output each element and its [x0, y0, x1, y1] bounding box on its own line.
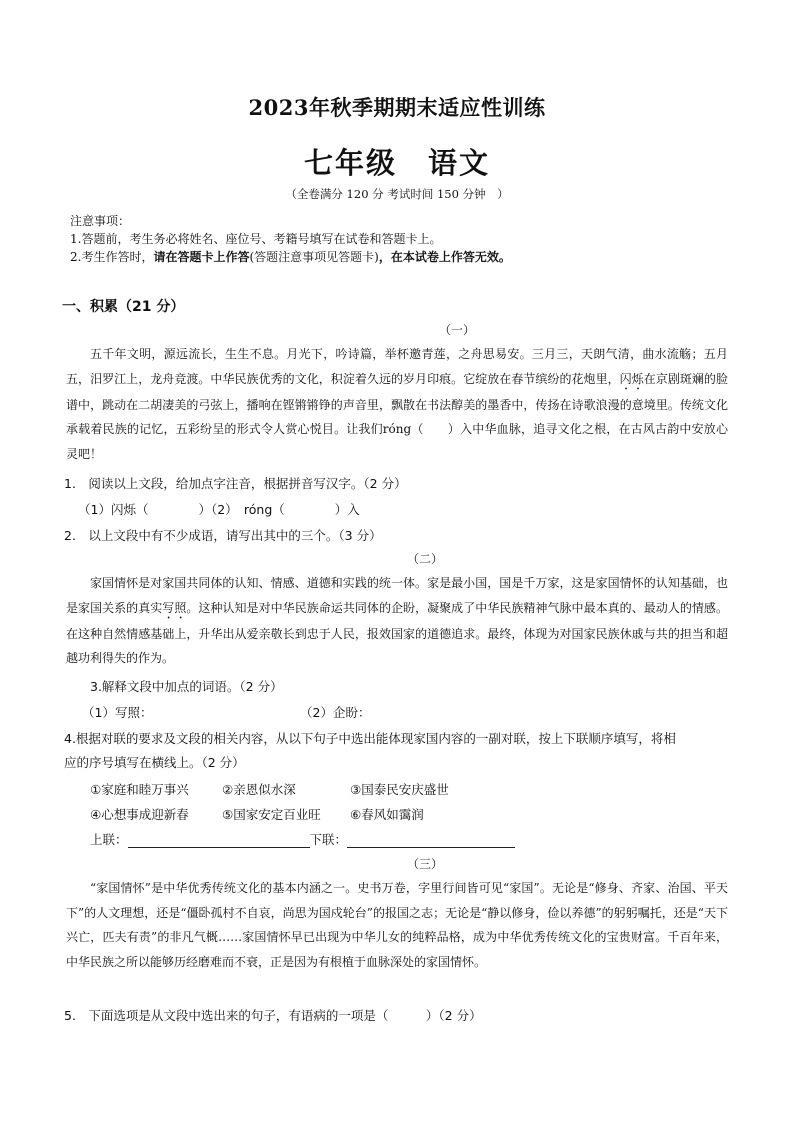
question-4-line-2: 应的序号填写在横线上。（2 分）: [64, 755, 245, 770]
part-1-mark: （一）: [438, 323, 475, 337]
passage-2-b: 。这种认知是对中华民族命运共同体的企盼，凝聚成了中华民族精神气脉中最本真的、最动人的情感。在这种自然情感基础上，升华出从爱亲敬长到忠于人民，报效国家的道德追求。最终，体现为对国家民族休戚与共的担当和超越功利得失的作为。: [66, 600, 728, 665]
question-1-sub: （1）闪烁（ ）（2） róng（ ）入: [78, 502, 360, 517]
part-2-mark: （二）: [406, 552, 443, 566]
passage-3: “家国情怀”是中华优秀传统文化的基本内涵之一。史书万卷，字里行间皆可见“家国”。无论是“修身、齐家、治国、平天下”的人文理想，还是“僵卧孤村不自哀，尚思为国戍轮台”的报国之志；无论是“静以修身，俭以养德”的躬躬嘱托，还是“天下兴亡，匹夫有责”的非凡气概……家国情怀早已出现为中华儿女的纯粹品格，成为中华优秀传统文化的宝贵财富。千百年来，中华民族之所以能够历经磨难而不衰，正是因为有根植于血脉深处的家国情怀。: [66, 881, 728, 969]
question-4-line-1: 4.根据对联的要求及文段的相关内容，从以下句子中选出能体现家国内容的一副对联，按上下联顺序填写，将相: [64, 731, 676, 746]
exam-info: （全卷满分 120 分 考试时间 150 分钟 ）: [285, 187, 509, 201]
upper-couplet-blank[interactable]: [128, 833, 310, 848]
option-2: ②亲恩似水深: [222, 782, 296, 797]
part-3-mark: （三）: [406, 857, 443, 871]
question-3-sub-1: （1）写照：: [82, 705, 153, 720]
notice-item-1: 1.答题前，考生务必将姓名、座位号、考籍号填写在试卷和答题卡上。: [70, 232, 442, 246]
subject-title: 七年级 语文: [303, 146, 490, 180]
question-1: 1. 阅读以上文段，给加点字注音，根据拼音写汉字。（2 分）: [64, 476, 407, 491]
question-3: 3.解释文段中加点的词语。（2 分）: [90, 679, 283, 694]
passage-1-dotted: 闪烁: [619, 371, 644, 386]
option-6: ⑥春风如霭润: [350, 807, 424, 822]
notice-item-2-c: (答题注意事项见答题卡): [249, 250, 379, 264]
section-1-title: 一、积累（21 分）: [62, 299, 185, 315]
question-3-sub-2: （2）企盼：: [300, 705, 371, 720]
notice-item-2-bold-end: ，在本试卷上作答无效。: [378, 250, 511, 264]
passage-1-a: 五千年文明，源远流长，生生不息。月光下，吟诗篇，举杯邀青莲，之舟思易安。三月三，天朗气清，曲水流觞；五月五，汨罗江上，龙舟竞渡。中华民族优秀的文化，积淀着久远的岁月印痕。它绽放在春节缤纷的花炮里，: [66, 347, 728, 386]
option-1: ①家庭和睦万事兴: [90, 782, 189, 797]
notice-item-2-a: 2.考生作答时，: [70, 250, 154, 264]
passage-1-b: 在京剧斑斓的脸谱中，跳动在二胡凄美的弓弦上，播响在铿锵锵铮的声音里，飘散在书法醇美的墨香中，传扬在诗歌浪漫的意境里。传统文化承载着民族的记忆，五彩纷呈的形式令人赏心悦目。让我们róng（ ）入中华血脉，追寻文化之根，在古风古韵中安放心灵吧！: [66, 371, 728, 461]
exam-title: 2023年秋季期期末适应性训练: [248, 95, 546, 120]
notice-item-2: [70, 248, 511, 266]
passage-2: [66, 571, 728, 671]
question-5: 5. 下面选项是从文段中选出来的句子，有语病的一项是（ ）（2 分）: [64, 1008, 482, 1023]
lower-couplet-label: 下联：: [309, 832, 348, 847]
notice-heading: 注意事项：: [70, 214, 131, 228]
option-3: ③国泰民安庆盛世: [350, 782, 449, 797]
option-4: ④心想事成迎新春: [90, 807, 189, 822]
passage-1: [66, 342, 728, 466]
passage-2-dotted: 写照: [162, 600, 187, 615]
lower-couplet-blank[interactable]: [347, 833, 515, 848]
couplet-answer-line: [90, 830, 515, 848]
upper-couplet-label: 上联：: [90, 832, 128, 847]
passage-2-a: 家国情怀是对家国共同体的认知、情感、道德和实践的统一体。家是最小国，国是千万家，这是家国情怀的认知基础，也是家国关系的真实: [66, 576, 728, 615]
notice-item-2-bold: 请在答题卡上作答: [153, 250, 250, 264]
option-5: ⑤国家安定百业旺: [222, 807, 321, 822]
question-2: 2. 以上文段中有不少成语，请写出其中的三个。（3 分）: [64, 528, 382, 543]
